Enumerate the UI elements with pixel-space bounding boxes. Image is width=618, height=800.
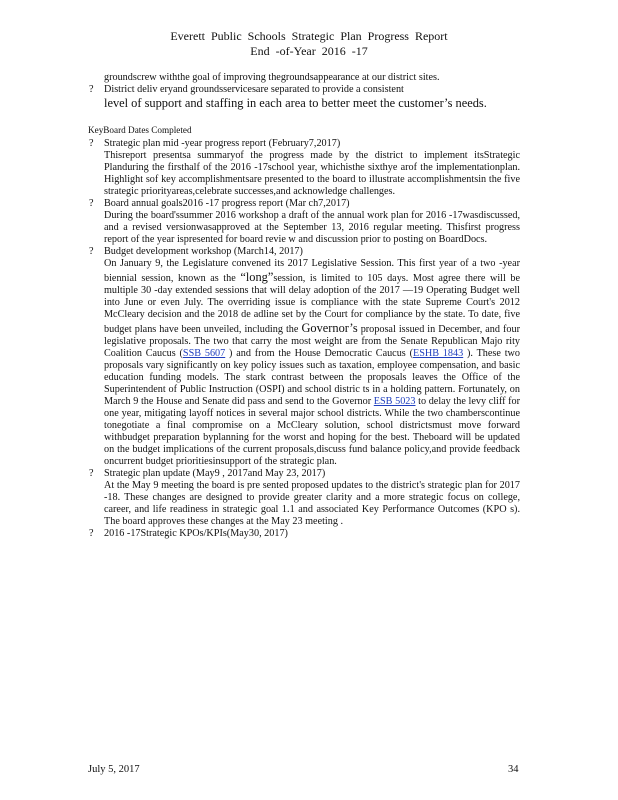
long-word: “long” [240,270,274,284]
intro-bullet-text: District deliv eryand groundsservicesare separated to provide a consistent [104,84,404,95]
bullet-mark: ? [89,528,94,539]
eshb-1843-link[interactable]: ESHB 1843 [412,348,464,359]
bullet-mark: ? [89,468,94,479]
item-title: Strategic plan update (May9 , 2017and May 23, 2017) [104,468,326,479]
intro-bullet [88,84,520,96]
report-subtitle: End -of-Year 2016 -17 [250,44,368,58]
body-text: proposal issued in December, and four legislative proposals. The two that carry the most weight are from the Senate Republican Majo rity Coalition Caucus ( [104,324,520,359]
item-body: At the May 9 meeting the board is pre sented proposed updates to the district's strategic plan for 2017 -18. These changes are designed to provide greater clarity and a more strategic focus on college, career, and life readiness in strategic goal 1.1 and associated Key Performance Outcomes (KPO s). The board approves these changes at the May 23 meeting . [104,480,520,527]
body-text: On January 9, the Legislature convened its 2017 Legislative Session. This first year of a two -year biennial session, known as the [104,258,520,284]
list-item [88,138,520,198]
body-text: ) and from the House Democratic Caucus ( [225,348,413,359]
footer-date: July 5, 2017 [88,764,140,775]
intro-bullet-large-text: level of support and staffing in each area to better meet the customer’s needs. [104,96,487,110]
body-text: to delay the levy cliff for one year, mitigating layoff notices in several major school districts. While the two chamberscontinue tonegotiate a final compromise on a McCleary solution, school districtsmust move forward withbudget preparation byplanning for the worst and hoping for the best. Theboard will be updated on the budget implications of the current proposals,discuss fund balance policy,and provide feedback oncurrent budget prioritiesinsupport of the strategic plan. [104,396,521,467]
list-item [88,198,520,246]
item-body: During the board'ssummer 2016 workshop a draft of the annual work plan for 2016 -17wasdiscussed, and a revised versionwasapproved at the September 13, 2016 regular meeting. Thisfirst progress report of the year ispresented for board revie w and discussion prior to posting on BoardDocs. [104,210,520,245]
item-title: Board annual goals2016 -17 progress report (Mar ch7,2017) [104,198,350,209]
page-number: 34 [508,764,519,775]
item-body: Thisreport presentsa summaryof the progress made by the district to implement itsStrategic Planduring the firsthalf of the 2016 -17school year, whichisthe sixthye arof the implementationplan. Highlight sof key accomplishmentsare presented to the board to illustrate accomplishmentsin the five strategic priorityareas,celebrate successes,and acknowledge challenges. [104,150,520,197]
continued-paragraph: groundscrew withthe goal of improving thegroundsappearance at our district sites. [104,72,440,83]
body-text: ). These two proposals vary significantly on key policy issues such as taxation, employee compensation, and basic education funding models. The stark contrast between the proposals leaves the Office of the Superintendent of Public Instruction (OSPI) and school distric ts in a holding pattern. Fortunately, on March 9 the House and Senate did pass and send to the Governor [104,348,520,407]
list-item [88,468,520,528]
governor-word: Governor’s [301,321,358,335]
item-title: Strategic plan mid -year progress report (February7,2017) [104,138,341,149]
page-header [0,29,618,59]
bullet-mark: ? [89,138,94,149]
list-item [88,246,520,468]
ssb-5607-link[interactable]: SSB 5607 [182,348,226,359]
bullet-mark: ? [89,84,94,95]
bullet-mark: ? [89,246,94,257]
list-item [88,528,520,540]
document-body [88,72,520,540]
report-title: Everett Public Schools Strategic Plan Progress Report [170,29,448,43]
item-title: Budget development workshop (March14, 2017) [104,246,303,257]
item-title: 2016 -17Strategic KPOs/KPIs(May30, 2017) [104,528,288,539]
item-body [104,258,520,468]
esb-5023-link[interactable]: ESB 5023 [373,396,416,407]
body-text: session, is limited to 105 days. Most agree there will be multiple 30 -day extended sessions that will delay adoption of the 2017 —19 Operating Budget well into June or even July. The overriding issue is compliance with the state Supreme Court's 2012 McCleary decision and the 2018 de adline set by the Court for compliance by the state. To date, five budget plans have been unveiled, including the [104,273,520,335]
section-heading: KeyBoard Dates Completed [88,125,192,135]
bullet-mark: ? [89,198,94,209]
